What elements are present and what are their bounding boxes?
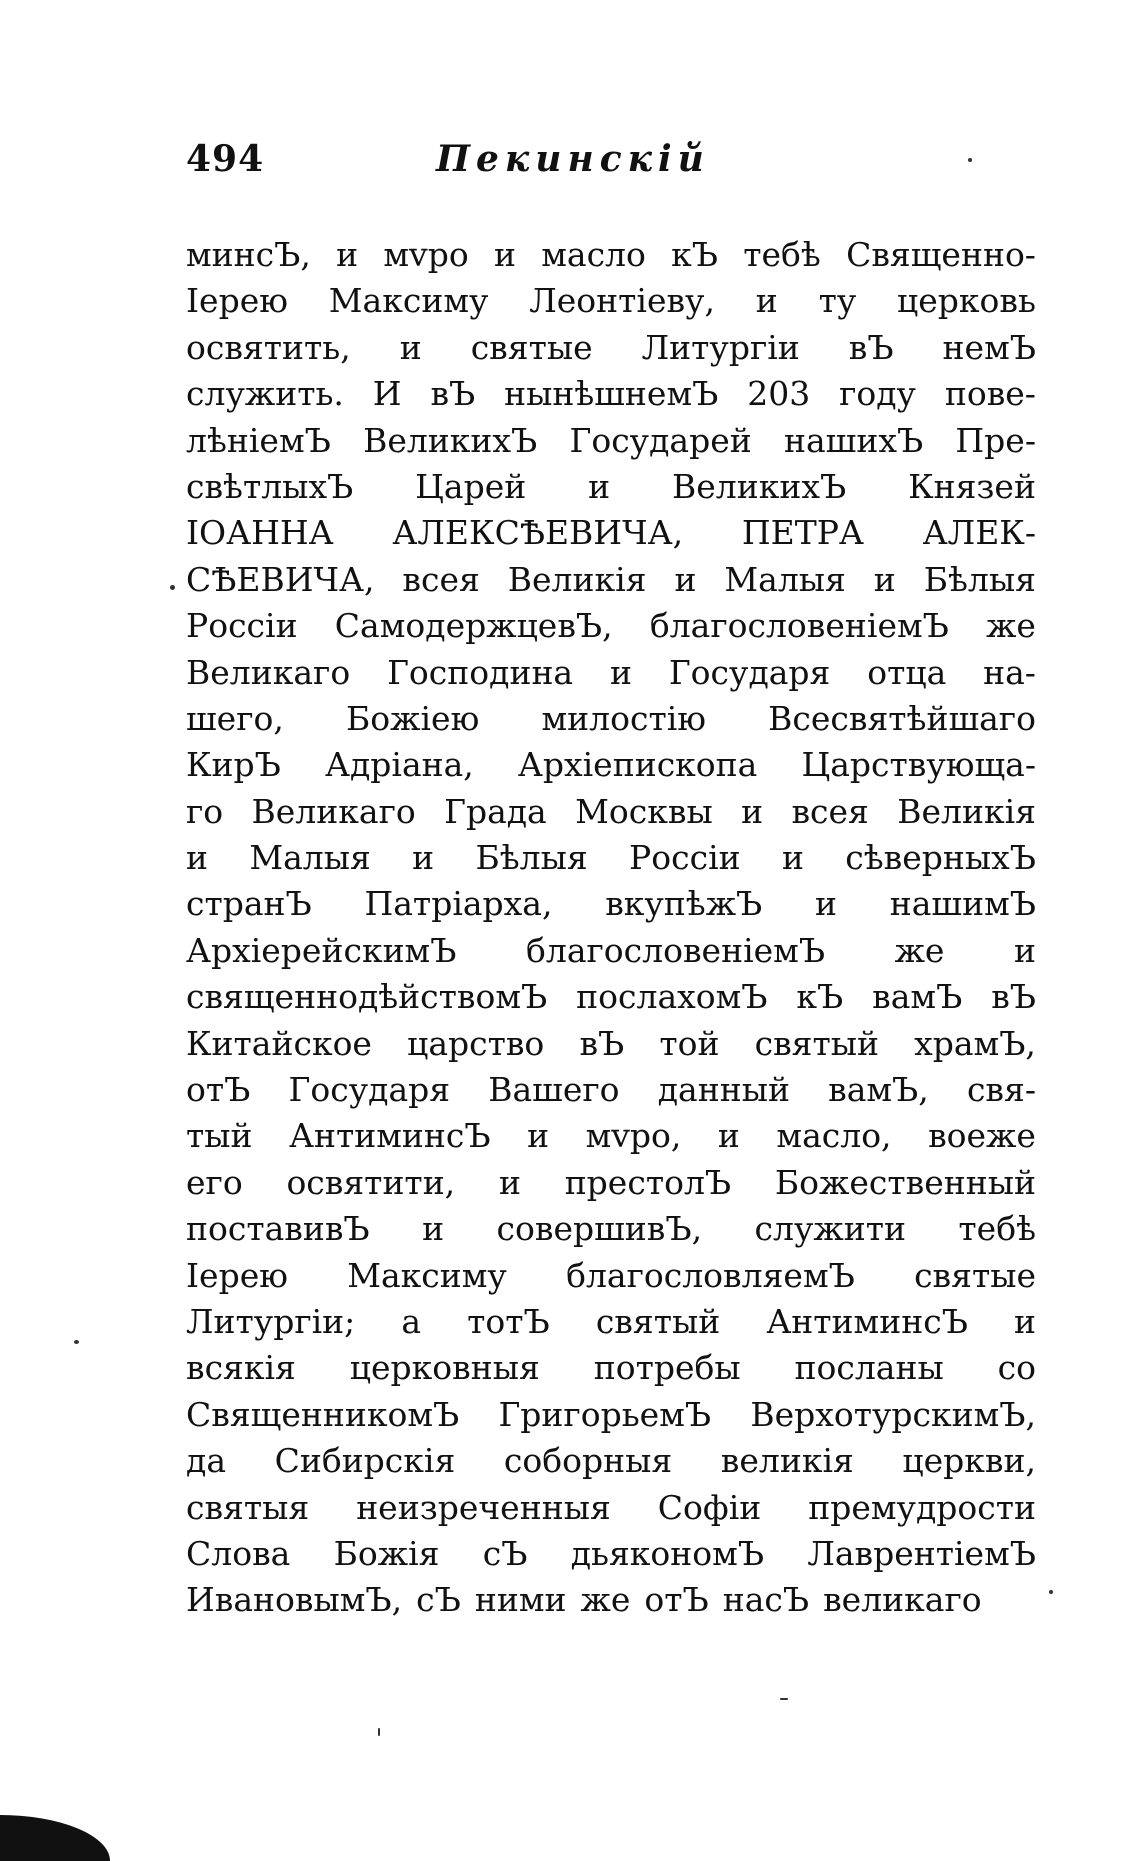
text-line bbox=[186, 928, 1036, 974]
word: на- bbox=[983, 652, 1036, 692]
word: 203 bbox=[747, 374, 811, 414]
word: ЛаврентіемЪ bbox=[807, 1533, 1036, 1573]
word: премудрости bbox=[808, 1487, 1036, 1527]
word: Пре- bbox=[955, 420, 1036, 460]
word: да bbox=[186, 1441, 226, 1481]
word: Слова bbox=[186, 1533, 291, 1573]
text-line bbox=[186, 881, 1036, 927]
word: посланы bbox=[794, 1348, 944, 1388]
word: Архіепископа bbox=[517, 745, 758, 785]
text-line bbox=[186, 1345, 1036, 1391]
word: и bbox=[527, 1116, 550, 1156]
word: тый bbox=[186, 1116, 253, 1156]
word: церковныя bbox=[349, 1348, 540, 1388]
word: АЛЕКСѢЕВИЧА, bbox=[392, 513, 684, 553]
text-line bbox=[186, 1392, 1036, 1438]
word: Москвы bbox=[575, 791, 713, 831]
text-line bbox=[186, 371, 1036, 417]
text-line bbox=[186, 650, 1036, 696]
word: и bbox=[717, 1116, 740, 1156]
text-line bbox=[186, 1485, 1036, 1531]
word: СамодержцевЪ, bbox=[334, 606, 613, 646]
word: масло bbox=[541, 235, 646, 274]
word: и bbox=[493, 235, 516, 274]
word: минсЪ, bbox=[186, 235, 311, 274]
word: кЪ bbox=[671, 235, 718, 274]
text-line bbox=[186, 464, 1036, 510]
text-line bbox=[186, 278, 1036, 324]
word: и bbox=[755, 281, 778, 321]
word: ИвановымЪ, bbox=[186, 1580, 403, 1620]
word: Максиму bbox=[347, 1255, 507, 1295]
word: пове- bbox=[944, 374, 1036, 414]
word: ВеликихЪ bbox=[672, 466, 847, 506]
word: тотЪ bbox=[467, 1301, 550, 1341]
word: Россіи bbox=[186, 606, 298, 646]
word: Россіи bbox=[629, 838, 741, 878]
word: Китайское bbox=[186, 1023, 372, 1063]
word: го bbox=[186, 791, 224, 831]
word: и bbox=[399, 327, 422, 367]
word: освятити, bbox=[286, 1162, 456, 1202]
word: Священно- bbox=[846, 235, 1036, 274]
word: святыя bbox=[186, 1487, 310, 1527]
word: насЪ bbox=[722, 1580, 810, 1620]
word: благословеніемЪ bbox=[525, 930, 826, 970]
word: сѣверныхЪ bbox=[845, 838, 1036, 878]
body-text bbox=[186, 232, 1036, 1624]
word: священнодѣйствомЪ bbox=[186, 977, 548, 1017]
word: Царствующа- bbox=[801, 745, 1036, 785]
word: СѢЕВИЧА, bbox=[186, 559, 375, 599]
print-speck bbox=[378, 1728, 380, 1736]
text-line bbox=[186, 974, 1036, 1020]
word: кЪ bbox=[796, 977, 844, 1017]
word: и bbox=[498, 1162, 521, 1202]
word: Государя bbox=[288, 1070, 451, 1110]
word: вамЪ, bbox=[828, 1070, 929, 1110]
word: отЪ bbox=[186, 1070, 251, 1110]
text-line bbox=[186, 1438, 1036, 1484]
word: и bbox=[1013, 930, 1036, 970]
word: АрхіерейскимЪ bbox=[186, 930, 457, 970]
word: Софіи bbox=[657, 1487, 762, 1527]
text-line bbox=[186, 1577, 1036, 1623]
word: и bbox=[336, 235, 359, 274]
word: соборныя bbox=[503, 1441, 673, 1481]
word: неизреченныя bbox=[356, 1487, 611, 1527]
word: поставивЪ bbox=[186, 1209, 370, 1249]
word: и bbox=[781, 838, 804, 878]
word: масло, bbox=[776, 1116, 892, 1156]
word: служить. bbox=[186, 374, 344, 414]
text-line bbox=[186, 325, 1036, 371]
word: служити bbox=[754, 1209, 906, 1249]
word: странЪ bbox=[186, 884, 312, 924]
word: АнтиминсЪ bbox=[766, 1301, 968, 1341]
word: церкви, bbox=[902, 1441, 1036, 1481]
word: со bbox=[997, 1348, 1036, 1388]
word: и bbox=[588, 466, 611, 506]
word: Града bbox=[444, 791, 547, 831]
word: Князей bbox=[908, 466, 1036, 506]
text-line bbox=[186, 557, 1036, 603]
word: тебѣ bbox=[743, 235, 821, 274]
print-speck bbox=[74, 1340, 79, 1344]
page-corner-shadow bbox=[0, 1815, 110, 1861]
text-line bbox=[186, 418, 1036, 464]
running-head: Пекинскій bbox=[436, 138, 710, 180]
word: Государя bbox=[668, 652, 831, 692]
word: Іерею bbox=[186, 1255, 288, 1295]
word: СвященникомЪ bbox=[186, 1394, 460, 1434]
word: свѣтлыхЪ bbox=[186, 466, 354, 506]
word: Литургіи; bbox=[186, 1301, 356, 1341]
word: нашимЪ bbox=[889, 884, 1036, 924]
word: Бѣлыя bbox=[923, 559, 1036, 599]
page-number: 494 bbox=[186, 138, 265, 180]
word: ту bbox=[818, 281, 857, 321]
text-line bbox=[186, 1160, 1036, 1206]
word: шего, bbox=[186, 698, 284, 738]
word: Іерею bbox=[186, 281, 288, 321]
word: ІОАННА bbox=[186, 513, 334, 553]
word: же bbox=[580, 1580, 631, 1620]
word: Патріарха, bbox=[364, 884, 553, 924]
word: великаго bbox=[823, 1580, 982, 1620]
word: сЪ bbox=[416, 1580, 461, 1620]
word: Великія bbox=[897, 791, 1036, 831]
word: Царей bbox=[415, 466, 527, 506]
word: великія bbox=[720, 1441, 854, 1481]
word: Всесвятѣйшаго bbox=[768, 698, 1036, 738]
word: святые bbox=[914, 1255, 1036, 1295]
word: ПЕТРА bbox=[741, 513, 864, 553]
word: и bbox=[873, 559, 896, 599]
word: благословеніемЪ bbox=[649, 606, 949, 646]
word: Великаго bbox=[186, 652, 351, 692]
text-line bbox=[186, 789, 1036, 835]
word: Сибирскія bbox=[274, 1441, 456, 1481]
word: а bbox=[401, 1301, 422, 1341]
word: мvро, bbox=[585, 1116, 682, 1156]
word: всякія bbox=[186, 1348, 296, 1388]
word: сЪ bbox=[482, 1533, 528, 1573]
word: Адріана, bbox=[324, 745, 474, 785]
word: данный bbox=[657, 1070, 790, 1110]
text-line bbox=[186, 1021, 1036, 1067]
word: нынѣшнемЪ bbox=[504, 374, 719, 414]
word: Малыя bbox=[249, 838, 371, 878]
word: и bbox=[1013, 1301, 1036, 1341]
word: Бѣлыя bbox=[475, 838, 588, 878]
word: И bbox=[372, 374, 402, 414]
word: святые bbox=[470, 327, 593, 367]
word: благословляемЪ bbox=[566, 1255, 855, 1295]
word: АнтиминсЪ bbox=[289, 1116, 491, 1156]
word: вЪ bbox=[991, 977, 1036, 1017]
word: и bbox=[741, 791, 764, 831]
word: и bbox=[815, 884, 838, 924]
word: его bbox=[186, 1162, 243, 1202]
word: немЪ bbox=[942, 327, 1036, 367]
word: той bbox=[659, 1023, 720, 1063]
word: и bbox=[186, 838, 208, 878]
word: потребы bbox=[593, 1348, 741, 1388]
word: тебѣ bbox=[958, 1209, 1036, 1249]
word: лѣніемЪ bbox=[186, 420, 331, 460]
word: Литургіи bbox=[641, 327, 800, 367]
word: свя- bbox=[966, 1070, 1036, 1110]
text-line bbox=[186, 1531, 1036, 1577]
print-speck bbox=[1049, 1590, 1053, 1594]
word: АЛЕК- bbox=[922, 513, 1036, 553]
word: храмЪ, bbox=[914, 1023, 1036, 1063]
word: нашихЪ bbox=[783, 420, 924, 460]
text-line bbox=[186, 1299, 1036, 1345]
word: Божія bbox=[333, 1533, 440, 1573]
word: и bbox=[674, 559, 697, 599]
word: Максиму bbox=[328, 281, 489, 321]
word: и bbox=[609, 652, 632, 692]
text-line bbox=[186, 835, 1036, 881]
word: воеже bbox=[928, 1116, 1036, 1156]
word: Леонтіеву, bbox=[529, 281, 715, 321]
word: Божіею bbox=[346, 698, 480, 738]
word: ГригорьемЪ bbox=[498, 1394, 712, 1434]
print-speck bbox=[968, 158, 972, 162]
word: ВеликихЪ bbox=[363, 420, 538, 460]
word: святый bbox=[754, 1023, 880, 1063]
word: КирЪ bbox=[186, 745, 281, 785]
text-line bbox=[186, 1067, 1036, 1113]
word: отЪ bbox=[644, 1580, 709, 1620]
text-line bbox=[186, 1206, 1036, 1252]
word: Божественный bbox=[774, 1162, 1036, 1202]
word: же bbox=[894, 930, 945, 970]
text-line bbox=[186, 232, 1036, 278]
word: Великаго bbox=[251, 791, 416, 831]
word: ВерхотурскимЪ, bbox=[750, 1394, 1036, 1434]
word: Господина bbox=[387, 652, 574, 692]
print-speck bbox=[780, 1698, 788, 1700]
word: вЪ bbox=[579, 1023, 625, 1063]
word: и bbox=[412, 838, 435, 878]
word: Великія bbox=[507, 559, 647, 599]
word: мvро bbox=[383, 235, 469, 274]
word: и bbox=[422, 1209, 445, 1249]
text-line bbox=[186, 1113, 1036, 1159]
text-line bbox=[186, 696, 1036, 742]
print-speck bbox=[170, 585, 175, 590]
text-line bbox=[186, 742, 1036, 788]
word: же bbox=[986, 606, 1036, 646]
word: вЪ bbox=[430, 374, 476, 414]
word: вамЪ bbox=[872, 977, 963, 1017]
word: церковь bbox=[897, 281, 1036, 321]
word: освятить, bbox=[186, 327, 351, 367]
word: Государей bbox=[569, 420, 752, 460]
word: вкупѣжЪ bbox=[605, 884, 763, 924]
word: престолЪ bbox=[564, 1162, 732, 1202]
word: милостію bbox=[541, 698, 706, 738]
word: Малыя bbox=[724, 559, 846, 599]
text-line bbox=[186, 1253, 1036, 1299]
word: царство bbox=[407, 1023, 545, 1063]
word: дьякономЪ bbox=[570, 1533, 765, 1573]
word: послахомЪ bbox=[576, 977, 768, 1017]
word: Вашего bbox=[488, 1070, 620, 1110]
word: вЪ bbox=[848, 327, 894, 367]
text-line bbox=[186, 603, 1036, 649]
text-line bbox=[186, 510, 1036, 556]
word: году bbox=[839, 374, 916, 414]
word: всея bbox=[402, 559, 480, 599]
word: всея bbox=[791, 791, 869, 831]
page-header bbox=[186, 138, 1036, 198]
word: ними bbox=[474, 1580, 567, 1620]
word: отца bbox=[867, 652, 947, 692]
word: святый bbox=[595, 1301, 721, 1341]
word: совершивЪ, bbox=[496, 1209, 703, 1249]
